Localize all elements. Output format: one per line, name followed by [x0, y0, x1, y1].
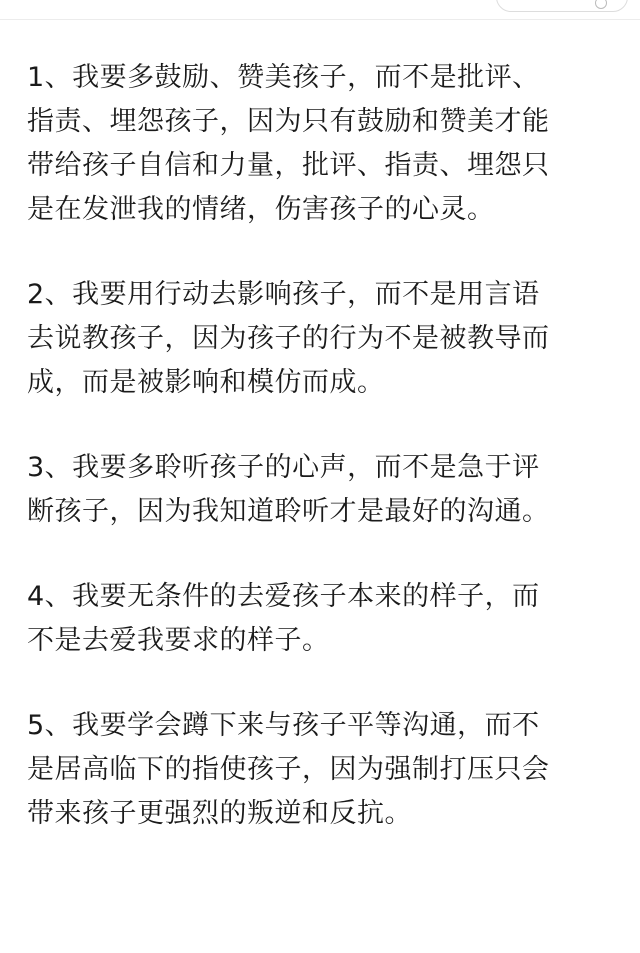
paragraph-4 — [27, 575, 627, 663]
top-action-pill[interactable] — [496, 0, 628, 12]
text-line: 不是去爱我要求的样子。 — [27, 625, 330, 656]
text-line: 5、我要学会蹲下来与孩子平等沟通，而不 — [27, 710, 540, 741]
paragraph-5 — [27, 704, 627, 836]
text-line: 成，而是被影响和模仿而成。 — [27, 367, 385, 398]
paragraph-3 — [27, 446, 627, 534]
text-line: 4、我要无条件的去爱孩子本来的样子，而 — [27, 581, 540, 612]
text-line: 3、我要多聆听孩子的心声，而不是急于评 — [27, 452, 540, 483]
paragraph-2 — [27, 273, 627, 405]
text-line: 去说教孩子，因为孩子的行为不是被教导而 — [27, 323, 550, 354]
text-line: 是在发泄我的情绪，伤害孩子的心灵。 — [27, 194, 495, 225]
top-bar — [0, 0, 640, 20]
close-icon[interactable] — [595, 0, 607, 9]
article-body — [27, 56, 627, 836]
text-line: 带给孩子自信和力量，批评、指责、埋怨只 — [27, 150, 550, 181]
text-line: 指责、埋怨孩子，因为只有鼓励和赞美才能 — [27, 106, 550, 137]
text-line: 2、我要用行动去影响孩子，而不是用言语 — [27, 279, 540, 310]
paragraph-1 — [27, 56, 627, 232]
text-line: 断孩子，因为我知道聆听才是最好的沟通。 — [27, 496, 550, 527]
text-line: 带来孩子更强烈的叛逆和反抗。 — [27, 798, 412, 829]
text-line: 是居高临下的指使孩子，因为强制打压只会 — [27, 754, 550, 785]
text-line: 1、我要多鼓励、赞美孩子，而不是批评、 — [27, 62, 540, 93]
